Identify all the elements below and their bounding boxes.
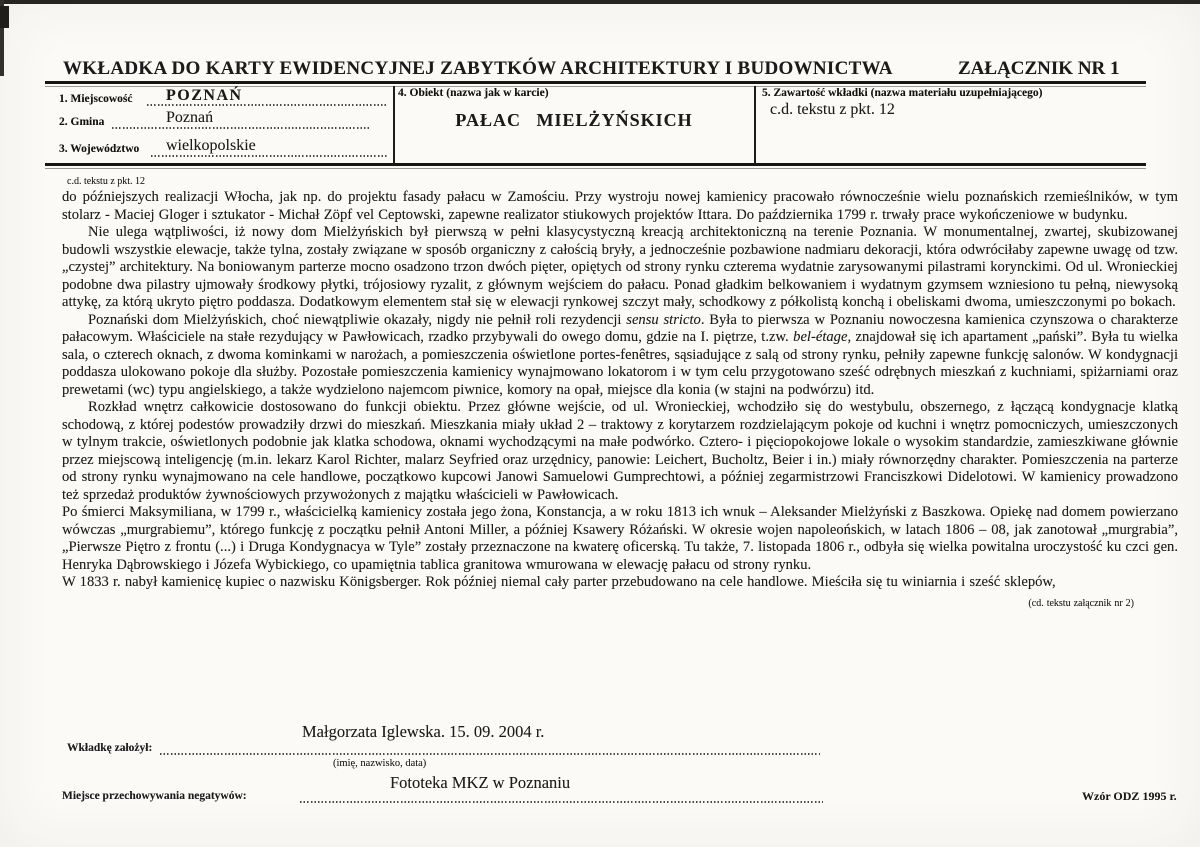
field-locality-value: POZNAŃ [166, 87, 243, 104]
paragraph-1: do późniejszych realizacji Włocha, jak np. do projektu fasady pałacu w Zamościu. Przy wystroju nowej kamienicy pracowało równocześnie wielu poznańskich rzemieślników, w tym stolarz - Maciej Gloger i sztukator - Michał Zöpf vel Ceptowski, zapewne realizator stiukowych projektów Ittara. Do października 1799 r. trwały prace wykończeniowe w budynku. [62, 189, 1178, 223]
paragraph-3-italic-french: bel-étage [793, 329, 848, 345]
field-commune-value: Poznań [166, 109, 214, 126]
negatives-location-label: Miejsce przechowywania negatywów: [62, 790, 247, 802]
paragraph-4: Rozkład wnętrz całkowicie dostosowano do funkcji obiektu. Przez główne wejście, od ul. Wronieckiej, wchodziło się do westybulu, obszernego, z łączącą kondygnacje klatką schodową, z której podestów prowadziły drzwi do mieszkań. Mieszkania miały układ 2 – traktowy z korytarzem rozdzielającym pokoje od kuchni i wnętrz pomocniczych, umieszczonych w tylnym trakcie, oświetlonych podobnie jak klatka schodowa, oknami wychodzącymi na małe podwórko. Cztero- i pięciopokojowe lokale o wysokim standardzie, zamieszkiwane głównie przez miejscową inteligencję (m.in. lekarz Karol Richter, malarz Seyfried oraz urzędnicy, panowie: Leichert, Bucholtz, Beier i in.) miały równorzędny charakter. Pomieszczenia na parterze od strony rynku wynajmowano na cele handlowe, początkowo kupcowi Janowi Samuelowi Gumprechtowi, a później zegarmistrzowi Franciszkowi Didelotowi. W kamienicy prowadzono też sprzedaż produktów żywnościowych przywożonych z majątku właścicieli w Pawłowicach. [62, 399, 1178, 503]
paragraph-3-italic-latin: sensu stricto [626, 311, 701, 328]
negatives-location-value: Fototeka MKZ w Poznaniu [390, 773, 571, 792]
form-version-note: Wzór ODZ 1995 r. [1082, 789, 1177, 803]
continuation-end-note: (cd. tekstu załącznik nr 2) [1028, 597, 1134, 609]
inserted-by-label: Wkładkę założył: [67, 742, 153, 754]
field-voivodeship-dotted-line [151, 155, 387, 157]
negatives-location-dotted-line [300, 801, 823, 803]
paragraph-3-text: . Była to pierwsza w Poznaniu nowoczesna kamienica czynszowa o charakterze pałacowym. Właściciele na stałe rezydujący w Pawłowicach, rzadko przybywali do owego domu, gdzie na I. piętrze, t.zw. [62, 311, 1178, 345]
header-rule-top [45, 81, 1146, 84]
scan-artifact-top-edge [0, 0, 1200, 4]
inserted-by-dotted-line [160, 753, 820, 755]
document-title: WKŁADKA DO KARTY EWIDENCYJNEJ ZABYTKÓW ARCHITEKTURY I BUDOWNICTWA [63, 58, 893, 79]
field-object-label: 4. Obiekt (nazwa jak w karcie) [398, 87, 549, 99]
scan-artifact-corner-mark [0, 6, 9, 28]
paragraph-3-text: , znajdował się ich apartament „pański”. Była tu wielka sala, o czterech oknach, z dwoma kominkami w narożach, a pomieszczenia oświetlone portes-fenêtres, sąsiadujące z salą od strony rynku, pełniły zapewne funkcję salonów. W kondygnacji poddasza ulokowano pokoje dla służby. Pozostałe pomieszczenia kamienicy wynajmowano lokatorom i w tym celu przygotowano sześć odrębnych mieszkań z kuchniami, spiżarniami oraz prewetami (wc) typu angielskiego, a także wydzielono najemcom piwnice, komory na opał, miejsce dla konia (w stajni na podwórzu) itd. [62, 329, 1178, 398]
field-contents-label: 5. Zawartość wkładki (nazwa materiału uzupełniającego) [762, 87, 1043, 99]
attachment-label: ZAŁĄCZNIK NR 1 [958, 58, 1120, 79]
paragraph-2: Nie ulega wątpliwości, iż nowy dom Mielżyńskich był pierwszą w pełni klasycystyczną kreacją architektoniczną na terenie Poznania. W monumentalnej, zwartej, skubizowanej budowli wszystkie elewacje, także tylna, zostały związane w sposób organiczny z całością bryły, a jednocześnie pozbawione nadmiaru dekoracji, która odwróciłaby zapewne uwagę od tzw. „czystej” architektury. Na boniowanym parterze mocno osadzono trzon dwóch pięter, opiętych od strony rynku czterema wydatnie zarysowanymi pilastrami korynckimi. Od ul. Wronieckiej podobne dwa pilastry ujmowały środkowy płytki, trójosiowy ryzalit, z głównym wejściem do pałacu. Ponad gładkim belkowaniem i wydatnym gzymsem wzniesiono tu pełną, niewysoką attykę, za którą ukryto piętro poddasza. Dodatkowym elementem stał się w elewacji rynkowej szczyt mały, schodkowy z półkolistą konchą i obeliskami dwoma, umieszczonymi po bokach. [62, 224, 1178, 310]
field-commune-dotted-line [112, 127, 370, 129]
field-contents-value: c.d. tekstu z pkt. 12 [770, 101, 895, 118]
field-locality-label: 1. Miejscowość [59, 93, 133, 105]
field-object-value: PAŁAC MIELŻYŃSKICH [455, 110, 693, 130]
inserted-by-value: Małgorzata Iglewska. 15. 09. 2004 r. [302, 722, 545, 741]
paragraph-5: Po śmierci Maksymiliana, w 1799 r., właścicielką kamienicy została jego żona, Konstancja, a w roku 1813 ich wnuk – Aleksander Mielżyński z Baszkowa. Opiekę nad domem powierzano wówczas „murgrabiemu”, którego funkcję z początku pełnił Antoni Miller, a później Ksawery Różański. W okresie wojen napoleońskich, w latach 1806 – 08, jak zanotował „murgrabia”, „Pierwsze Piętro z frontu (...) i Druga Kondygnacya w Tyle” zostały przeznaczone na kwaterę oficerską. Tu także, 7. listopada 1806 r., odbyła się wielka powitalna uroczystość ku czci gen. Henryka Dąbrowskiego i Józefa Wybickiego, co upamiętnia tablica granitowa wmurowana w elewację pałacu od strony rynku. [62, 504, 1178, 573]
paragraph-3 [62, 312, 1178, 400]
header-rule-bottom [45, 163, 1146, 166]
field-voivodeship-value: wielkopolskie [166, 137, 256, 154]
paragraph-6: W 1833 r. nabył kamienicę kupiec o nazwisku Königsberger. Rok później niemal cały parter przebudowano na cele handlowe. Mieściła się tu winiarnia i sześć sklepów, [62, 574, 1056, 590]
continuation-note: c.d. tekstu z pkt. 12 [67, 176, 146, 187]
body-text [62, 189, 1178, 612]
inserted-by-hint: (imię, nazwisko, data) [333, 758, 427, 769]
field-voivodeship-label: 3. Województwo [59, 143, 140, 155]
paragraph-3-text: Poznański dom Mielżyńskich, choć niewątpliwie okazały, nigdy nie pełnił roli rezydencji [88, 311, 627, 328]
field-commune-label: 2. Gmina [59, 116, 105, 128]
